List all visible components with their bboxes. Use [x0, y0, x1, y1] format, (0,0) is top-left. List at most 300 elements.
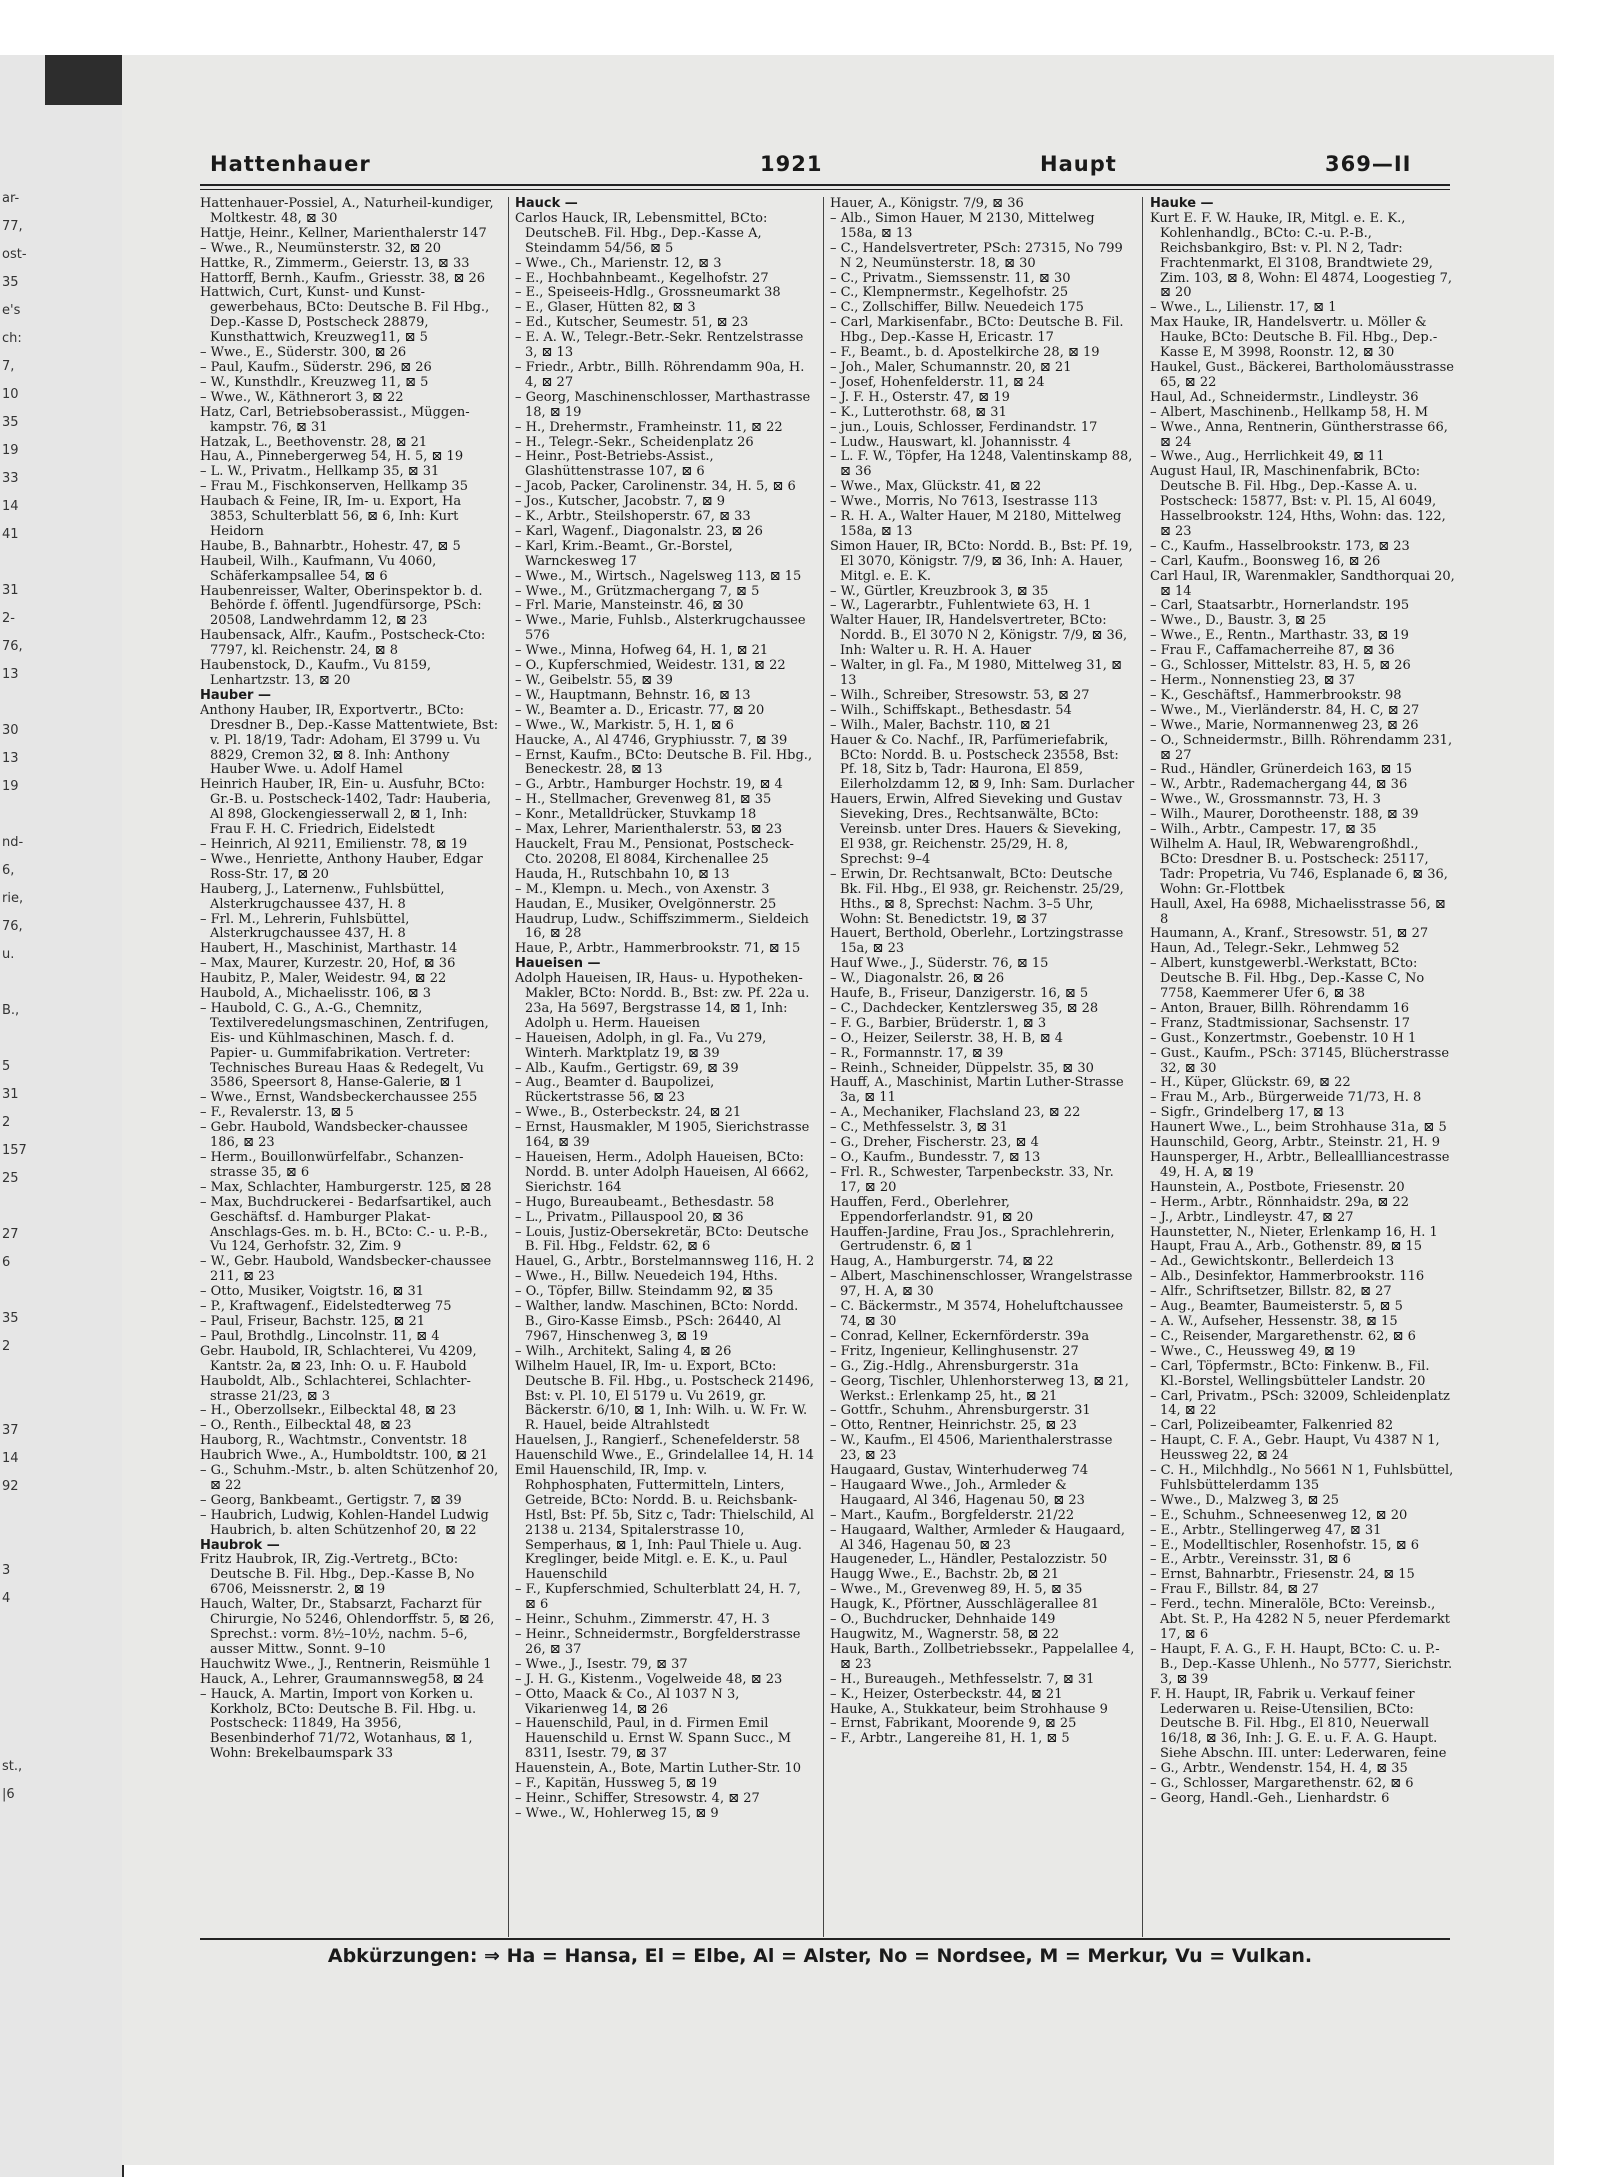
column-1	[200, 197, 500, 1937]
margin-snippet: 2	[2, 1115, 11, 1130]
directory-entry: – Rud., Händler, Grünerdeich 163, ⊠ 15	[1150, 762, 1413, 778]
directory-entry: – Anton, Brauer, Billh. Röhrendamm 16	[1150, 1000, 1410, 1016]
directory-entry: – Wwe., Minna, Hofweg 64, H. 1, ⊠ 21	[515, 643, 769, 659]
directory-entry: – G., Zig.-Hdlg., Ahrensburgerstr. 31a	[830, 1358, 1079, 1374]
directory-entry: – C. Bäckermstr., M 3574, Hoheluftchaussee 74, ⊠ 30	[830, 1299, 1124, 1329]
margin-snippet	[2, 1529, 52, 1557]
directory-entry: – Wwe., M., Grützmachergang 7, ⊠ 5	[515, 583, 760, 599]
directory-entry: Walter Hauer, IR, Handelsvertreter, BCto: Nordd. B., El 3070 N 2, Königstr. 7/9, ⊠ 36, Inh: Walter u. R. H. A. Hauer	[830, 613, 1128, 659]
directory-entry: – Wwe., M., Vierländerstr. 84, H. C, ⊠ 27	[1150, 702, 1420, 718]
margin-snippet	[2, 689, 52, 717]
directory-entry: – O., Buchdrucker, Dehnhaide 149	[830, 1612, 1056, 1628]
directory-entry: – F., Revalerstr. 13, ⊠ 5	[200, 1105, 354, 1121]
directory-entry: – Joh., Maler, Schumannstr. 20, ⊠ 21	[830, 359, 1072, 375]
directory-entry: – Haueisen, Adolph, in gl. Fa., Vu 279, Winterh. Marktplatz 19, ⊠ 39	[515, 1030, 767, 1061]
directory-entry: – Heinr., Schuhm., Zimmerstr. 47, H. 3	[515, 1612, 770, 1628]
directory-entry: – W., Kunsthdlr., Kreuzweg 11, ⊠ 5	[200, 374, 429, 390]
directory-entry: Hauber —	[200, 687, 271, 703]
directory-entry: – Georg, Maschinenschlosser, Marthastrasse 18, ⊠ 19	[515, 389, 811, 420]
directory-entry: – F., Beamt., b. d. Apostelkirche 28, ⊠ 19	[830, 345, 1100, 361]
margin-snippet	[2, 1025, 52, 1053]
margin-snippet: e's	[2, 303, 21, 318]
directory-entry: – K., Heizer, Osterbeckstr. 44, ⊠ 21	[830, 1686, 1063, 1702]
margin-snippet	[2, 1725, 52, 1753]
directory-entry: – Gebr. Haubold, Wandsbecker-chaussee 186, ⊠ 23	[200, 1120, 468, 1151]
directory-entry: Haudan, E., Musiker, Ovelgönnerstr. 25	[515, 896, 777, 912]
margin-snippet: 31	[2, 583, 19, 598]
directory-entry: – W., Arbtr., Rademachergang 44, ⊠ 36	[1150, 777, 1408, 793]
directory-entry: – E., Schuhm., Schneesenweg 12, ⊠ 20	[1150, 1507, 1408, 1523]
directory-entry: – Walter, in gl. Fa., M 1980, Mittelweg 31, ⊠ 13	[830, 658, 1122, 688]
directory-entry: Hauenschild Wwe., E., Grindelallee 14, H. 14	[515, 1448, 814, 1464]
header-rule-thin	[200, 189, 1450, 190]
directory-entry: Hauck —	[515, 197, 578, 211]
directory-entry: Haugk, K., Pförtner, Ausschlägerallee 81	[830, 1597, 1099, 1613]
directory-entry: – Friedr., Arbtr., Billh. Röhrendamm 90a, H. 4, ⊠ 27	[515, 359, 805, 390]
directory-entry: Fritz Haubrok, IR, Zig.-Vertretg., BCto: Deutsche B. Fil. Hbg., Dep.-Kasse B, No 6706, Meissnerstr. 2, ⊠ 19	[200, 1552, 475, 1598]
directory-entry: Haugeneder, L., Händler, Pestalozzistr. 50	[830, 1552, 1108, 1568]
directory-entry: Haubensack, Alfr., Kaufm., Postscheck-Cto: 7797, kl. Reichenstr. 24, ⊠ 8	[200, 628, 486, 659]
margin-snippet: 19	[2, 779, 19, 794]
margin-snippet: 10	[2, 387, 19, 402]
directory-entry: – Wwe., M., Wirtsch., Nagelsweg 113, ⊠ 15	[515, 568, 802, 584]
directory-entry: Hauert, Berthold, Oberlehr., Lortzingstrasse 15a, ⊠ 23	[830, 926, 1124, 957]
directory-entry: – Wwe., Aug., Herrlichkeit 49, ⊠ 11	[1150, 449, 1385, 465]
directory-entry: – W., Lagerarbtr., Fuhlentwiete 63, H. 1	[830, 598, 1092, 614]
directory-entry: – H., Drehermstr., Framheinstr. 11, ⊠ 22	[515, 419, 783, 435]
directory-entry: – Otto, Rentner, Heinrichstr. 25, ⊠ 23	[830, 1418, 1077, 1434]
directory-entry: – P., Kraftwagenf., Eidelstedterweg 75	[200, 1299, 452, 1315]
directory-entry: – K., Lutterothstr. 68, ⊠ 31	[830, 404, 1007, 420]
directory-entry: – O., Kupferschmied, Weidestr. 131, ⊠ 22	[515, 658, 786, 674]
margin-snippet: 6,	[2, 863, 15, 878]
directory-entry: Haufe, B., Friseur, Danzigerstr. 16, ⊠ 5	[830, 986, 1089, 1002]
directory-entry: – Albert, Maschinenb., Hellkamp 58, H. M	[1150, 404, 1429, 420]
directory-entry: – W., Diagonalstr. 26, ⊠ 26	[830, 971, 1005, 987]
directory-entry: – Frau F., Billstr. 84, ⊠ 27	[1150, 1582, 1319, 1598]
margin-snippet: 33	[2, 471, 19, 486]
directory-entry: – Haugaard Wwe., Joh., Armleder & Haugaard, Al 346, Hagenau 50, ⊠ 23	[830, 1477, 1085, 1508]
margin-snippet: ch:	[2, 331, 22, 346]
directory-entry: – Alb., Desinfektor, Hammerbrookstr. 116	[1150, 1269, 1425, 1285]
directory-entry: Hauchwitz Wwe., J., Rentnerin, Reismühle 1	[200, 1656, 492, 1672]
directory-entry: – Max, Lehrer, Marienthalerstr. 53, ⊠ 23	[515, 822, 783, 838]
directory-entry: Hauch, Walter, Dr., Stabsarzt, Facharzt für Chirurgie, No 5246, Ohlendorffstr. 5, ⊠ 26, Sprechst.: vorm. 8½–10½, nachm. 5–6, ausser Mittw., Sonnt. 9–10	[200, 1597, 495, 1657]
directory-entry: – L. W., Privatm., Hellkamp 35, ⊠ 31	[200, 464, 440, 480]
directory-entry: – Carl, Kaufm., Boonsweg 16, ⊠ 26	[1150, 553, 1381, 569]
directory-entry: – H., Bureaugeh., Methfesselstr. 7, ⊠ 31	[830, 1671, 1095, 1687]
directory-entry: Haubitz, P., Maler, Weidestr. 94, ⊠ 22	[200, 971, 447, 987]
header-page-number: 369—II	[1325, 152, 1412, 176]
header-year: 1921	[760, 152, 823, 176]
directory-entry: – Georg, Tischler, Uhlenhorsterweg 13, ⊠ 21, Werkst.: Erlenkamp 25, ht., ⊠ 21	[830, 1373, 1129, 1404]
directory-entry: – Wwe., D., Baustr. 3, ⊠ 25	[1150, 613, 1327, 629]
directory-entry: Hauboldt, Alb., Schlachterei, Schlachter-strasse 21/23, ⊠ 3	[200, 1373, 471, 1404]
directory-entry: – Max, Schlachter, Hamburgerstr. 125, ⊠ 28	[200, 1179, 492, 1195]
directory-entry: – Aug., Beamter d. Baupolizei, Rückertstrasse 56, ⊠ 23	[515, 1075, 715, 1106]
directory-entry: – J. H. G., Kistenm., Vogelweide 48, ⊠ 23	[515, 1671, 783, 1687]
directory-entry: – G., Arbtr., Wendenstr. 154, H. 4, ⊠ 35	[1150, 1761, 1408, 1777]
margin-snippet	[2, 801, 52, 829]
directory-entry: – Wwe., Anna, Rentnerin, Güntherstrasse 66, ⊠ 24	[1150, 419, 1448, 450]
directory-entry: – W., Geibelstr. 55, ⊠ 39	[515, 673, 673, 688]
directory-entry: – Albert, Maschinenschlosser, Wrangelstrasse 97, H. A, ⊠ 30	[830, 1269, 1133, 1300]
directory-entry: – Wilh., Schiffskapt., Bethesdastr. 54	[830, 702, 1072, 718]
directory-entry: Carlos Hauck, IR, Lebensmittel, BCto: DeutscheB. Fil. Hbg., Dep.-Kasse A, Steindamm 54/56, ⊠ 5	[515, 210, 768, 256]
margin-snippet	[2, 1193, 52, 1221]
margin-snippet: 2	[2, 1339, 11, 1354]
directory-entry: – Wwe., H., Billw. Neuedeich 194, Hths.	[515, 1269, 778, 1285]
directory-entry: Hauer & Co. Nachf., IR, Parfümeriefabrik, BCto: Nordd. B. u. Postscheck 23558, Bst: Pf. 18, Sitz b, Tadr: Haurona, El 859, Eilerholzdamm 12, ⊠ 9, Inh: Sam. Durlacher	[830, 732, 1135, 793]
directory-entry: Haunsperger, H., Arbtr., Belleallliancestrasse 49, H. A, ⊠ 19	[1150, 1150, 1450, 1180]
footer-rule	[200, 1938, 1450, 1940]
directory-entry: – C., Klempnermstr., Kegelhofstr. 25	[830, 285, 1069, 301]
column-divider	[823, 197, 824, 1937]
margin-snippet	[2, 1389, 52, 1417]
directory-entry: – Frau M., Arb., Bürgerweide 71/73, H. 8	[1150, 1090, 1422, 1106]
directory-entry: – Wwe., Max, Glückstr. 41, ⊠ 22	[830, 479, 1042, 495]
directory-entry: August Haul, IR, Maschinenfabrik, BCto: Deutsche B. Fil. Hbg., Dep.-Kasse A. u. Postscheck: 15877, Bst: v. Pl. 15, Al 6049, Hasselbrookstr. 124, Hths, Wohn: das. 122, ⊠ 23	[1150, 464, 1446, 539]
directory-entry: – Paul, Brothdlg., Lincolnstr. 11, ⊠ 4	[200, 1328, 440, 1344]
directory-entry: – Wwe., Morris, No 7613, Isestrasse 113	[830, 494, 1098, 510]
margin-snippet: 27	[2, 1227, 19, 1242]
directory-entry: – F., Kupferschmied, Schulterblatt 24, H. 7, ⊠ 6	[515, 1582, 801, 1613]
directory-entry: – Wwe., W., Hohlerweg 15, ⊠ 9	[515, 1805, 719, 1821]
margin-snippet	[2, 1613, 52, 1641]
directory-entry: – O., Renth., Eilbecktal 48, ⊠ 23	[200, 1418, 412, 1434]
directory-entry: – E., Speiseeis-Hdlg., Grossneumarkt 38	[515, 285, 781, 301]
directory-entry: – C., Methfesselstr. 3, ⊠ 31	[830, 1120, 1008, 1136]
margin-snippet: 77,	[2, 219, 23, 234]
directory-entry: – Louis, Justiz-Obersekretär, BCto: Deutsche B. Fil. Hbg., Feldstr. 62, ⊠ 6	[515, 1224, 809, 1255]
directory-entry: – Ernst, Bahnarbtr., Friesenstr. 24, ⊠ 15	[1150, 1567, 1415, 1583]
directory-entry: Haupt, Frau A., Arb., Gothenstr. 89, ⊠ 15	[1150, 1239, 1423, 1255]
directory-entry: Haube, B., Bahnarbtr., Hohestr. 47, ⊠ 5	[200, 538, 461, 554]
directory-entry: Hattorff, Bernh., Kaufm., Griesstr. 38, ⊠ 26	[200, 270, 486, 286]
margin-snippet: 157	[2, 1143, 27, 1158]
directory-entry: – Karl, Krim.-Beamt., Gr.-Borstel, Warnckesweg 17	[515, 538, 733, 569]
margin-snippet: nd-	[2, 835, 24, 850]
directory-entry: Hauke, A., Stukkateur, beim Strohhause 9	[830, 1701, 1108, 1717]
previous-page-edge	[0, 55, 124, 2177]
directory-entry: – Ad., Gewichtskontr., Bellerdeich 13	[1150, 1254, 1395, 1270]
directory-entry: Haueisen —	[515, 956, 601, 972]
directory-entry: Hauel, G., Arbtr., Borstelmannsweg 116, H. 2	[515, 1254, 815, 1270]
directory-entry: – Wwe., W., Grossmannstr. 73, H. 3	[1150, 792, 1381, 808]
directory-entry: Haue, P., Arbtr., Hammerbrookstr. 71, ⊠ 15	[515, 941, 801, 957]
directory-entry: – R. H. A., Walter Hauer, M 2180, Mittelweg 158a, ⊠ 13	[830, 509, 1122, 539]
directory-entry: – Wwe., W., Käthnerort 3, ⊠ 22	[200, 389, 404, 405]
margin-snippet: 14	[2, 1451, 19, 1466]
directory-entry: – Wwe., C., Heussweg 49, ⊠ 19	[1150, 1343, 1356, 1359]
directory-entry: Simon Hauer, IR, BCto: Nordd. B., Bst: Pf. 19, El 3070, Königstr. 7/9, ⊠ 36, Inh: A. Hauer, Mitgl. e. E. K.	[830, 538, 1133, 584]
margin-snippet: st.,	[2, 1759, 23, 1774]
directory-entry: – Haueisen, Herm., Adolph Haueisen, BCto: Nordd. B. unter Adolph Haueisen, Al 6662, Sierichstr. 164	[515, 1150, 809, 1195]
directory-entry: – Max, Buchdruckerei - Bedarfsartikel, auch Geschäftsf. d. Hamburger Plakat-Anschlags-Ges. m. b. H., BCto: C.- u. P.-B., Vu 124, Gerhofstr. 32, Zim. 9	[200, 1194, 492, 1255]
directory-entry: – Wwe., Ch., Marienstr. 12, ⊠ 3	[515, 255, 722, 271]
directory-entry: – Carl, Polizeibeamter, Falkenried 82	[1150, 1418, 1394, 1434]
margin-snippet: 25	[2, 1171, 19, 1186]
directory-entry: Hauffen-Jardine, Frau Jos., Sprachlehrerin, Gertrudenstr. 6, ⊠ 1	[830, 1224, 1115, 1255]
margin-snippet: 37	[2, 1423, 19, 1438]
directory-entry: – Wwe., W., Markistr. 5, H. 1, ⊠ 6	[515, 717, 734, 733]
directory-entry: – Frl. M., Lehrerin, Fuhlsbüttel, Alsterkrugchaussee 437, H. 8	[200, 911, 410, 942]
margin-snippet: 35	[2, 275, 19, 290]
directory-entry: – W., Gürtler, Kreuzbrook 3, ⊠ 35	[830, 583, 1049, 599]
margin-snippet: 13	[2, 751, 19, 766]
directory-entry: – Gust., Kaufm., PSch: 37145, Blücherstrasse 32, ⊠ 30	[1150, 1045, 1450, 1076]
directory-entry: – Hauck, A. Martin, Import von Korken u. Korkholz, BCto: Deutsche B. Fil. Hbg. u. Postscheck: 11849, Ha 3956, Besenbinderhof 71/72, Wotanhaus, ⊠ 1, Wohn: Brekelbaumspark 33	[200, 1686, 477, 1762]
directory-entry: Hauf Wwe., J., Süderstr. 76, ⊠ 15	[830, 956, 1049, 972]
margin-snippet	[2, 1361, 52, 1389]
directory-entry: Hauenstein, A., Bote, Martin Luther-Str. 10	[515, 1761, 802, 1777]
margin-snippet	[2, 549, 52, 577]
directory-entry: Hattke, R., Zimmerm., Geierstr. 13, ⊠ 33	[200, 255, 470, 271]
directory-entry: Hattenhauer-Possiel, A., Naturheil-kundiger, Moltkestr. 48, ⊠ 30	[200, 197, 494, 226]
directory-entry: – Frau F., Caffamacherreihe 87, ⊠ 36	[1150, 643, 1395, 659]
margin-snippet: 30	[2, 723, 19, 738]
directory-entry: Hauk, Barth., Zollbetriebssekr., Pappelallee 4, ⊠ 23	[830, 1641, 1135, 1672]
margin-snippet: 6	[2, 1255, 11, 1270]
directory-entry: – Josef, Hohenfelderstr. 11, ⊠ 24	[830, 374, 1045, 390]
directory-entry: – Wwe., J., Isestr. 79, ⊠ 37	[515, 1656, 688, 1672]
directory-entry: – Haupt, F. A. G., F. H. Haupt, BCto: C. u. P.-B., Dep.-Kasse Uhlenh., No 5777, Sierichstr. 3, ⊠ 39	[1150, 1641, 1453, 1687]
directory-entry: – G., Schlosser, Margarethenstr. 62, ⊠ 6	[1150, 1776, 1414, 1792]
directory-entry: – Hauenschild, Paul, in d. Firmen Emil Hauenschild u. Ernst W. Spann Succ., M 8311, Isestr. 79, ⊠ 37	[515, 1716, 792, 1762]
margin-snippet	[2, 1277, 52, 1305]
directory-entry: – Wwe., Marie, Fuhlsb., Alsterkrugchaussee 576	[515, 613, 806, 644]
directory-entry: – Karl, Wagenf., Diagonalstr. 23, ⊠ 26	[515, 523, 763, 539]
directory-entry: Haubeil, Wilh., Kaufmann, Vu 4060, Schäferkampsallee 54, ⊠ 6	[200, 553, 437, 584]
directory-entry: – Ernst, Fabrikant, Moorende 9, ⊠ 25	[830, 1716, 1077, 1732]
directory-entry: – O., Schneidermstr., Billh. Röhrendamm 231, ⊠ 27	[1150, 732, 1453, 763]
directory-entry: – W., Beamter a. D., Ericastr. 77, ⊠ 20	[515, 702, 765, 718]
directory-entry: – Ed., Kutscher, Seumestr. 51, ⊠ 23	[515, 315, 749, 331]
margin-snippet	[2, 1669, 52, 1697]
directory-entry: Gebr. Haubold, IR, Schlachterei, Vu 4209, Kantstr. 2a, ⊠ 23, Inh: O. u. F. Haubold	[200, 1343, 477, 1374]
directory-entry: – Frl. Marie, Mansteinstr. 46, ⊠ 30	[515, 598, 744, 614]
margin-snippet: 4	[2, 1591, 11, 1606]
margin-snippet: 19	[2, 443, 19, 458]
directory-entry: Hauelsen, J., Rangierf., Schenefelderstr. 58	[515, 1433, 800, 1449]
directory-entry: – H., Stellmacher, Grevenweg 81, ⊠ 35	[515, 792, 772, 808]
directory-entry: – Heinr., Schneidermstr., Borgfelderstrasse 26, ⊠ 37	[515, 1627, 801, 1657]
directory-entry: – J. F. H., Osterstr. 47, ⊠ 19	[830, 389, 1010, 405]
directory-entry: Haubrich Wwe., A., Humboldtstr. 100, ⊠ 21	[200, 1448, 488, 1464]
directory-entry: – Ludw., Hauswart, kl. Johannisstr. 4	[830, 434, 1071, 450]
directory-entry: – Herm., Nonnenstieg 23, ⊠ 37	[1150, 673, 1356, 688]
directory-entry: – Ernst, Hausmakler, M 1905, Sierichstrasse 164, ⊠ 39	[515, 1120, 810, 1151]
directory-entry: Haull, Axel, Ha 6988, Michaelisstrasse 56, ⊠ 8	[1150, 896, 1446, 927]
directory-entry: – E., Hochbahnbeamt., Kegelhofstr. 27	[515, 270, 769, 286]
directory-entry: – J., Arbtr., Lindleystr. 47, ⊠ 27	[1150, 1209, 1354, 1225]
directory-entry: – Erwin, Dr. Rechtsanwalt, BCto: Deutsche Bk. Fil. Hbg., El 938, gr. Reichenstr. 25/29, Hths., ⊠ 8, Sprechst: Nachm. 3–5 Uhr, Wohn: St. Benedictstr. 19, ⊠ 37	[830, 866, 1124, 927]
column-3	[830, 197, 1135, 1937]
margin-snippet	[2, 1697, 52, 1725]
margin-snippet	[2, 1641, 52, 1669]
directory-entry: Max Hauke, IR, Handelsvertr. u. Möller & Hauke, BCto: Deutsche B. Fil. Hbg., Dep.-Kasse E, M 3998, Roonstr. 12, ⊠ 30	[1150, 315, 1438, 361]
directory-entry: – Max, Maurer, Kurzestr. 20, Hof, ⊠ 36	[200, 956, 456, 972]
directory-entry: – F. G., Barbier, Brüderstr. 1, ⊠ 3	[830, 1015, 1047, 1031]
margin-snippet	[2, 969, 52, 997]
margin-snippet: B.,	[2, 1003, 20, 1018]
directory-entry: – Wwe., E., Süderstr. 300, ⊠ 26	[200, 345, 407, 361]
directory-entry: Haun, Ad., Telegr.-Sekr., Lehmweg 52	[1150, 941, 1400, 957]
directory-entry: – Alb., Kaufm., Gertigstr. 69, ⊠ 39	[515, 1060, 739, 1076]
margin-snippet: |6	[2, 1787, 15, 1802]
directory-entry: Haubert, H., Maschinist, Marthastr. 14	[200, 941, 458, 957]
margin-snippet: 5	[2, 1059, 11, 1074]
directory-entry: F. H. Haupt, IR, Fabrik u. Verkauf feiner Lederwaren u. Reise-Utensilien, BCto: Deutsche B. Fil. Hbg., El 810, Neuerwall 16/18, ⊠ 36, Inh: J. G. E. u. F. A. G. Haupt. Siehe Abschn. III. unter: Lederwaren, feine	[1150, 1686, 1447, 1762]
directory-entry: – Carl, Privatm., PSch: 32009, Schleidenplatz 14, ⊠ 22	[1150, 1388, 1450, 1419]
directory-entry: – jun., Louis, Schlosser, Ferdinandstr. 17	[830, 419, 1098, 435]
margin-snippet: 7,	[2, 359, 15, 374]
directory-entry: – Gust., Konzertmstr., Goebenstr. 10 H 1	[1150, 1030, 1417, 1046]
directory-entry: – M., Klempn. u. Mech., von Axenstr. 3	[515, 881, 770, 897]
directory-entry: Hauck, A., Lehrer, Graumannsweg58, ⊠ 24	[200, 1671, 485, 1687]
directory-entry: – Albert, kunstgewerbl.-Werkstatt, BCto: Deutsche B. Fil. Hbg., Dep.-Kasse C, No 7758, Kaemmerer Ufer 6, ⊠ 38	[1150, 956, 1425, 1002]
directory-entry: – Konr., Metalldrücker, Stuvkamp 18	[515, 807, 757, 823]
directory-entry: – Heinrich, Al 9211, Emilienstr. 78, ⊠ 19	[200, 836, 468, 852]
directory-entry: – R., Formannstr. 17, ⊠ 39	[830, 1045, 1004, 1061]
margin-snippet: 76,	[2, 919, 23, 934]
directory-entry: – Jacob, Packer, Carolinenstr. 34, H. 5, ⊠ 6	[515, 479, 796, 495]
directory-entry: – A., Mechaniker, Flachsland 23, ⊠ 22	[830, 1105, 1081, 1121]
directory-entry: – Wwe., E., Rentn., Marthastr. 33, ⊠ 19	[1150, 628, 1409, 644]
directory-entry: – Carl, Töpfermstr., BCto: Finkenw. B., Fil. Kl.-Borstel, Wellingsbütteler Landstr. 20	[1150, 1358, 1430, 1389]
margin-snippet: 41	[2, 527, 19, 542]
directory-entry: Haubach & Feine, IR, Im- u. Export, Ha 3853, Schulterblatt 56, ⊠ 6, Inh: Kurt Heidorn	[200, 494, 462, 539]
directory-entry: – K., Arbtr., Steilshoperstr. 67, ⊠ 33	[515, 509, 751, 525]
scan-border	[45, 55, 122, 105]
directory-entry: Anthony Hauber, IR, Exportvertr., BCto: Dresdner B., Dep.-Kasse Mattentwiete, Bst: v. Pl. 18/19, Tadr: Adoham, El 3799 u. Vu 8829, Cremon 32, ⊠ 8. Inh: Anthony Hauber Wwe. u. Adolf Hamel	[200, 702, 499, 778]
margin-snippet: rie,	[2, 891, 24, 906]
directory-entry: – O., Kaufm., Bundesstr. 7, ⊠ 13	[830, 1150, 1041, 1165]
directory-entry: Hauberg, J., Laternenw., Fuhlsbüttel, Alsterkrugchaussee 437, H. 8	[200, 881, 445, 912]
directory-entry: Haubenstock, D., Kaufm., Vu 8159, Lenhartzstr. 13, ⊠ 20	[200, 658, 431, 688]
directory-entry: – Franz, Stadtmissionar, Sachsenstr. 17	[1150, 1015, 1411, 1031]
directory-entry: – F., Arbtr., Langereihe 81, H. 1, ⊠ 5	[830, 1731, 1070, 1747]
directory-entry: Hauckelt, Frau M., Pensionat, Postscheck-Cto. 20208, El 8084, Kirchenallee 25	[515, 836, 794, 867]
directory-entry: – O., Töpfer, Billw. Steindamm 92, ⊠ 35	[515, 1284, 774, 1300]
directory-entry: Haugwitz, M., Wagnerstr. 58, ⊠ 22	[830, 1627, 1060, 1642]
directory-entry: – G., Schlosser, Mittelstr. 83, H. 5, ⊠ 26	[1150, 658, 1411, 674]
margin-snippet: 76,	[2, 639, 23, 654]
margin-snippet: 92	[2, 1479, 19, 1494]
directory-entry: – W., Kaufm., El 4506, Marienthalerstrasse 23, ⊠ 23	[830, 1433, 1113, 1464]
directory-entry: Hauda, H., Rutschbahn 10, ⊠ 13	[515, 866, 730, 882]
directory-entry: – W., Gebr. Haubold, Wandsbecker-chaussee 211, ⊠ 23	[200, 1254, 492, 1285]
directory-entry: Hattje, Heinr., Kellner, Marienthalerstr 147	[200, 225, 487, 241]
directory-entry: – Wwe., Marie, Normannenweg 23, ⊠ 26	[1150, 717, 1419, 733]
directory-entry: Adolph Haueisen, IR, Haus- u. Hypotheken-Makler, BCto: Nordd. B., Bst: zw. Pf. 22a u. 23a, Ha 5697, Bergstrasse 14, ⊠ 1, Inh: Adolph u. Herm. Haueisen	[515, 971, 810, 1031]
directory-entry: – Jos., Kutscher, Jacobstr. 7, ⊠ 9	[515, 494, 725, 510]
directory-entry: – C., Zollschiffer, Billw. Neuedeich 175	[830, 300, 1084, 316]
directory-entry: – O., Heizer, Seilerstr. 38, H. B, ⊠ 4	[830, 1030, 1063, 1046]
directory-entry: – G., Dreher, Fischerstr. 23, ⊠ 4	[830, 1135, 1039, 1151]
directory-entry: – Wilh., Architekt, Saling 4, ⊠ 26	[515, 1343, 732, 1359]
directory-entry: Wilhelm Hauel, IR, Im- u. Export, BCto: Deutsche B. Fil. Hbg., u. Postscheck 21496, Bst: v. Pl. 10, El 5179 u. Vu 2619, gr. Bäckerstr. 6/10, ⊠ 1, Inh: Wilh. u. W. Fr. W. R. Hauel, beide Altrahlstedt	[515, 1358, 815, 1434]
directory-entry: – Herm., Arbtr., Rönnhaidstr. 29a, ⊠ 22	[1150, 1194, 1409, 1210]
directory-entry: – Otto, Musiker, Voigtstr. 16, ⊠ 31	[200, 1284, 425, 1300]
directory-entry: – Heinr., Schiffer, Stresowstr. 4, ⊠ 27	[515, 1790, 760, 1806]
margin-snippet: 2-	[2, 611, 15, 626]
directory-entry: – Wilh., Maler, Bachstr. 110, ⊠ 21	[830, 717, 1052, 733]
column-2	[515, 197, 815, 1937]
directory-entry: – Wilh., Arbtr., Campestr. 17, ⊠ 35	[1150, 822, 1377, 838]
directory-entry: – Conrad, Kellner, Eckernförderstr. 39a	[830, 1328, 1090, 1344]
header-rule	[200, 184, 1450, 186]
directory-entry: – Reinh., Schneider, Düppelstr. 35, ⊠ 30	[830, 1060, 1094, 1076]
directory-entry: – Wilh., Schreiber, Stresowstr. 53, ⊠ 27	[830, 687, 1090, 703]
directory-entry: Hauborg, R., Wachtmstr., Conventstr. 18	[200, 1433, 468, 1449]
directory-entry: – A. W., Aufseher, Hessenstr. 38, ⊠ 15	[1150, 1313, 1398, 1329]
header-right-word: Haupt	[1040, 152, 1117, 176]
directory-entry: – Wwe., Ernst, Wandsbeckerchaussee 255	[200, 1090, 478, 1106]
margin-snippet: 3	[2, 1563, 11, 1578]
margin-snippet: u.	[2, 947, 15, 962]
directory-entry: – Frau M., Fischkonserven, Hellkamp 35	[200, 479, 468, 495]
directory-entry: Haumann, A., Kranf., Stresowstr. 51, ⊠ 27	[1150, 926, 1429, 942]
directory-entry: – C., Dachdecker, Kentzlersweg 35, ⊠ 28	[830, 1000, 1099, 1016]
directory-entry: Haudrup, Ludw., Schiffszimmerm., Sieldeich 16, ⊠ 28	[515, 911, 809, 942]
directory-entry: Hatzak, L., Beethovenstr. 28, ⊠ 21	[200, 434, 428, 450]
directory-entry: – Paul, Friseur, Bachstr. 125, ⊠ 21	[200, 1313, 426, 1329]
directory-entry: – Haugaard, Walther, Armleder & Haugaard, Al 346, Hagenau 50, ⊠ 23	[830, 1522, 1125, 1553]
directory-entry: Haugg Wwe., E., Bachstr. 2b, ⊠ 21	[830, 1567, 1060, 1583]
directory-entry: Haunschild, Georg, Arbtr., Steinstr. 21, H. 9	[1150, 1135, 1441, 1151]
directory-entry: – L. F. W., Töpfer, Ha 1248, Valentinskamp 88, ⊠ 36	[830, 449, 1133, 480]
directory-entry: – H., Telegr.-Sekr., Scheidenplatz 26	[515, 434, 754, 450]
directory-entry: – Wilh., Maurer, Dorotheenstr. 188, ⊠ 39	[1150, 807, 1419, 823]
directory-entry: – E., Arbtr., Stellingerweg 47, ⊠ 31	[1150, 1522, 1382, 1538]
directory-entry: Haugaard, Gustav, Winterhuderweg 74	[830, 1463, 1089, 1479]
column-divider	[1142, 197, 1143, 1937]
directory-entry: – Wwe., M., Grevenweg 89, H. 5, ⊠ 35	[830, 1582, 1083, 1598]
directory-entry: Haukel, Gust., Bäckerei, Bartholomäusstrasse 65, ⊠ 22	[1150, 359, 1454, 390]
directory-entry: Haunstetter, N., Nieter, Erlenkamp 16, H. 1	[1150, 1224, 1438, 1240]
directory-entry: – Georg, Bankbeamt., Gertigstr. 7, ⊠ 39	[200, 1492, 462, 1508]
margin-snippet: ar-	[2, 191, 20, 206]
margin-snippet: 13	[2, 667, 19, 682]
directory-entry: – Carl, Staatsarbtr., Hornerlandstr. 195	[1150, 598, 1410, 614]
directory-entry: Hauer, A., Königstr. 7/9, ⊠ 36	[830, 197, 1024, 211]
directory-entry: – Paul, Kaufm., Süderstr. 296, ⊠ 26	[200, 359, 432, 375]
directory-entry: Haul, Ad., Schneidermstr., Lindleystr. 36	[1150, 389, 1419, 405]
directory-entry: – C. H., Milchhdlg., No 5661 N 1, Fuhlsbüttel, Fuhlsbüttelerdamm 135	[1150, 1463, 1454, 1493]
directory-entry: Kurt E. F. W. Hauke, IR, Mitgl. e. E. K., Kohlenhandlg., BCto: C.-u. P.-B., Reichsbankgiro, Bst: v. Pl. N 2, Tadr: Frachtenmarkt, El 3108, Brandtwiete 29, Zim. 103, ⊠ 8, Wohn: El 4874, Loogestieg 7, ⊠ 20	[1150, 210, 1453, 301]
directory-entry: – C., Reisender, Margarethenstr. 62, ⊠ 6	[1150, 1328, 1416, 1344]
margin-snippet: ost-	[2, 247, 27, 262]
abbreviations-footer: Abkürzungen: ⇒ Ha = Hansa, El = Elbe, Al = Alster, No = Nordsee, M = Merkur, Vu = Vulkan.	[327, 1945, 1313, 1967]
directory-entry: – Sigfr., Grindelberg 17, ⊠ 13	[1150, 1105, 1345, 1121]
directory-entry: – H., Küper, Glückstr. 69, ⊠ 22	[1150, 1075, 1351, 1091]
directory-entry: – C., Kaufm., Hasselbrookstr. 173, ⊠ 23	[1150, 538, 1410, 554]
directory-entry: – Wwe., D., Malzweg 3, ⊠ 25	[1150, 1492, 1340, 1508]
directory-entry: Haubenreisser, Walter, Oberinspektor b. d. Behörde f. öffentl. Jugendfürsorge, PSch: 20508, Landwehrdamm 12, ⊠ 23	[200, 583, 483, 629]
directory-entry: Heinrich Hauber, IR, Ein- u. Ausfuhr, BCto: Gr.-B. u. Postscheck-1402, Tadr: Hauberia, Al 898, Glockengiesserwall 2, ⊠ 1, Inh: Frau F. H. C. Friedrich, Eidelstedt	[200, 777, 491, 838]
directory-entry: – E., Arbtr., Vereinsstr. 31, ⊠ 6	[1150, 1552, 1351, 1568]
directory-entry: Carl Haul, IR, Warenmakler, Sandthorquai 20, ⊠ 14	[1150, 568, 1455, 599]
directory-entry: – G., Arbtr., Hamburger Hochstr. 19, ⊠ 4	[515, 777, 783, 793]
directory-entry: – Heinr., Post-Betriebs-Assist., Glashüttenstrasse 107, ⊠ 6	[515, 449, 714, 480]
directory-entry: Hau, A., Pinnebergerweg 54, H. 5, ⊠ 19	[200, 449, 464, 465]
directory-entry: Haubrok —	[200, 1537, 280, 1553]
directory-entry: – Wwe., R., Neumünsterstr. 32, ⊠ 20	[200, 240, 442, 256]
directory-entry: – Ernst, Kaufm., BCto: Deutsche B. Fil. Hbg., Beneckestr. 28, ⊠ 13	[515, 747, 813, 778]
directory-entry: Hauffen, Ferd., Oberlehrer, Eppendorferlandstr. 91, ⊠ 20	[830, 1194, 1034, 1225]
directory-entry: Haunert Wwe., L., beim Strohhause 31a, ⊠ 5	[1150, 1120, 1447, 1136]
